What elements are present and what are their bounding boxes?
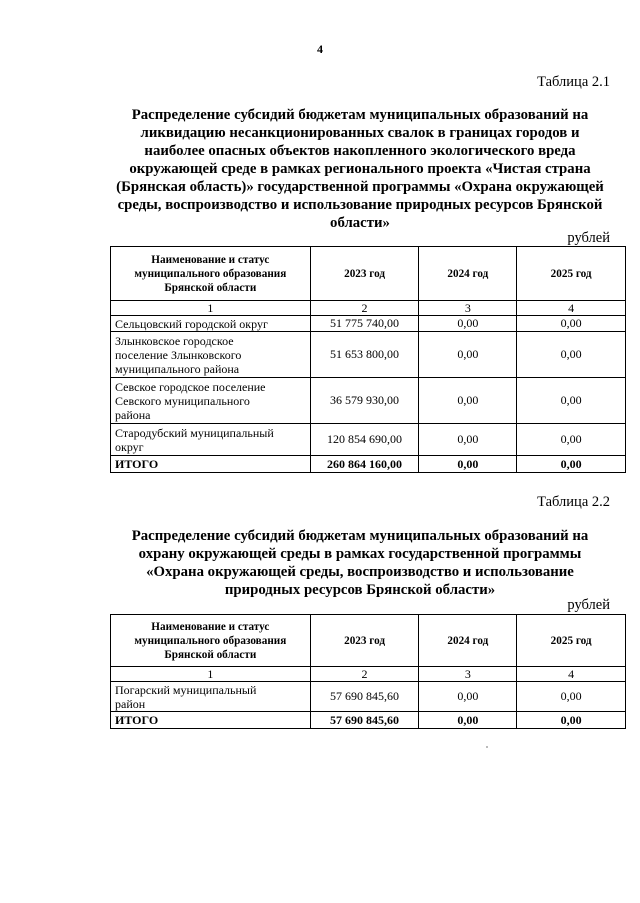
table-2-1-title bbox=[104, 106, 616, 232]
table-row bbox=[111, 682, 626, 712]
header-2023: 2023 год bbox=[310, 615, 419, 667]
table-row bbox=[111, 378, 626, 424]
header-2025: 2025 год bbox=[517, 247, 626, 301]
header-2024: 2024 год bbox=[419, 615, 517, 667]
row-name: Севское городское поселение Севского муниципального района bbox=[111, 378, 311, 424]
title-line: наиболее опасных объектов накопленного экологического вреда bbox=[144, 143, 576, 159]
table-row bbox=[111, 316, 626, 332]
table-2-2-title bbox=[104, 527, 616, 599]
total-2025: 0,00 bbox=[517, 712, 626, 729]
header-name-cell: Наименование и статус муниципального образования Брянской области bbox=[111, 247, 311, 301]
header-2025: 2025 год bbox=[517, 615, 626, 667]
table-row bbox=[111, 332, 626, 378]
row-2025: 0,00 bbox=[517, 332, 626, 378]
title-line: природных ресурсов Брянской области» bbox=[224, 582, 496, 598]
table-2-1-caption: Таблица 2.1 bbox=[537, 74, 610, 90]
table-row bbox=[111, 424, 626, 456]
total-2023: 260 864 160,00 bbox=[310, 456, 419, 473]
header-2024: 2024 год bbox=[419, 247, 517, 301]
title-line: (Брянская область)» государственной программы «Охрана окружающей bbox=[116, 179, 604, 195]
row-name: Злынковское городское поселение Злынковского муниципального района bbox=[111, 332, 311, 378]
total-2024: 0,00 bbox=[419, 456, 517, 473]
table-2-2 bbox=[110, 614, 626, 729]
table-header-row bbox=[111, 615, 626, 667]
total-row bbox=[111, 712, 626, 729]
row-2025: 0,00 bbox=[517, 424, 626, 456]
title-line: ликвидацию несанкционированных свалок в границах городов и bbox=[140, 125, 580, 141]
title-line: области» bbox=[330, 215, 390, 231]
row-name: Сельцовский городской округ bbox=[111, 316, 311, 332]
total-label: ИТОГО bbox=[111, 456, 311, 473]
row-2025: 0,00 bbox=[517, 378, 626, 424]
title-line: охрану окружающей среды в рамках государственной программы bbox=[138, 546, 582, 562]
row-name: Погарский муниципальный район bbox=[111, 682, 311, 712]
row-2024: 0,00 bbox=[419, 378, 517, 424]
title-line: Распределение субсидий бюджетам муниципальных образований на bbox=[131, 107, 589, 123]
col-number: 1 bbox=[111, 301, 311, 316]
col-number: 2 bbox=[310, 301, 419, 316]
row-2024: 0,00 bbox=[419, 332, 517, 378]
table-header-row bbox=[111, 247, 626, 301]
total-2024: 0,00 bbox=[419, 712, 517, 729]
total-row bbox=[111, 456, 626, 473]
row-2024: 0,00 bbox=[419, 682, 517, 712]
page-number: 4 bbox=[317, 42, 323, 56]
column-number-row bbox=[111, 301, 626, 316]
total-2025: 0,00 bbox=[517, 456, 626, 473]
table-2-1-unit: рублей bbox=[567, 230, 610, 246]
header-2023: 2023 год bbox=[310, 247, 419, 301]
row-2023: 51 653 800,00 bbox=[310, 332, 419, 378]
row-2023: 36 579 930,00 bbox=[310, 378, 419, 424]
title-line: Распределение субсидий бюджетам муниципальных образований на bbox=[131, 528, 589, 544]
col-number: 3 bbox=[419, 667, 517, 682]
row-2024: 0,00 bbox=[419, 424, 517, 456]
scan-speck bbox=[486, 746, 488, 748]
header-name-cell: Наименование и статус муниципального образования Брянской области bbox=[111, 615, 311, 667]
row-2025: 0,00 bbox=[517, 316, 626, 332]
col-number: 2 bbox=[310, 667, 419, 682]
col-number: 4 bbox=[517, 667, 626, 682]
table-2-2-unit: рублей bbox=[567, 597, 610, 613]
col-number: 3 bbox=[419, 301, 517, 316]
row-2023: 120 854 690,00 bbox=[310, 424, 419, 456]
col-number: 1 bbox=[111, 667, 311, 682]
row-2024: 0,00 bbox=[419, 316, 517, 332]
col-number: 4 bbox=[517, 301, 626, 316]
table-2-1 bbox=[110, 246, 626, 473]
column-number-row bbox=[111, 667, 626, 682]
total-2023: 57 690 845,60 bbox=[310, 712, 419, 729]
title-line: «Охрана окружающей среды, воспроизводство и использование bbox=[146, 564, 574, 580]
row-2025: 0,00 bbox=[517, 682, 626, 712]
title-line: окружающей среде в рамках регионального проекта «Чистая страна bbox=[129, 161, 591, 177]
row-name: Стародубский муниципальный округ bbox=[111, 424, 311, 456]
row-2023: 51 775 740,00 bbox=[310, 316, 419, 332]
row-2023: 57 690 845,60 bbox=[310, 682, 419, 712]
total-label: ИТОГО bbox=[111, 712, 311, 729]
table-2-2-caption: Таблица 2.2 bbox=[537, 494, 610, 510]
title-line: среды, воспроизводство и использование природных ресурсов Брянской bbox=[117, 197, 603, 213]
